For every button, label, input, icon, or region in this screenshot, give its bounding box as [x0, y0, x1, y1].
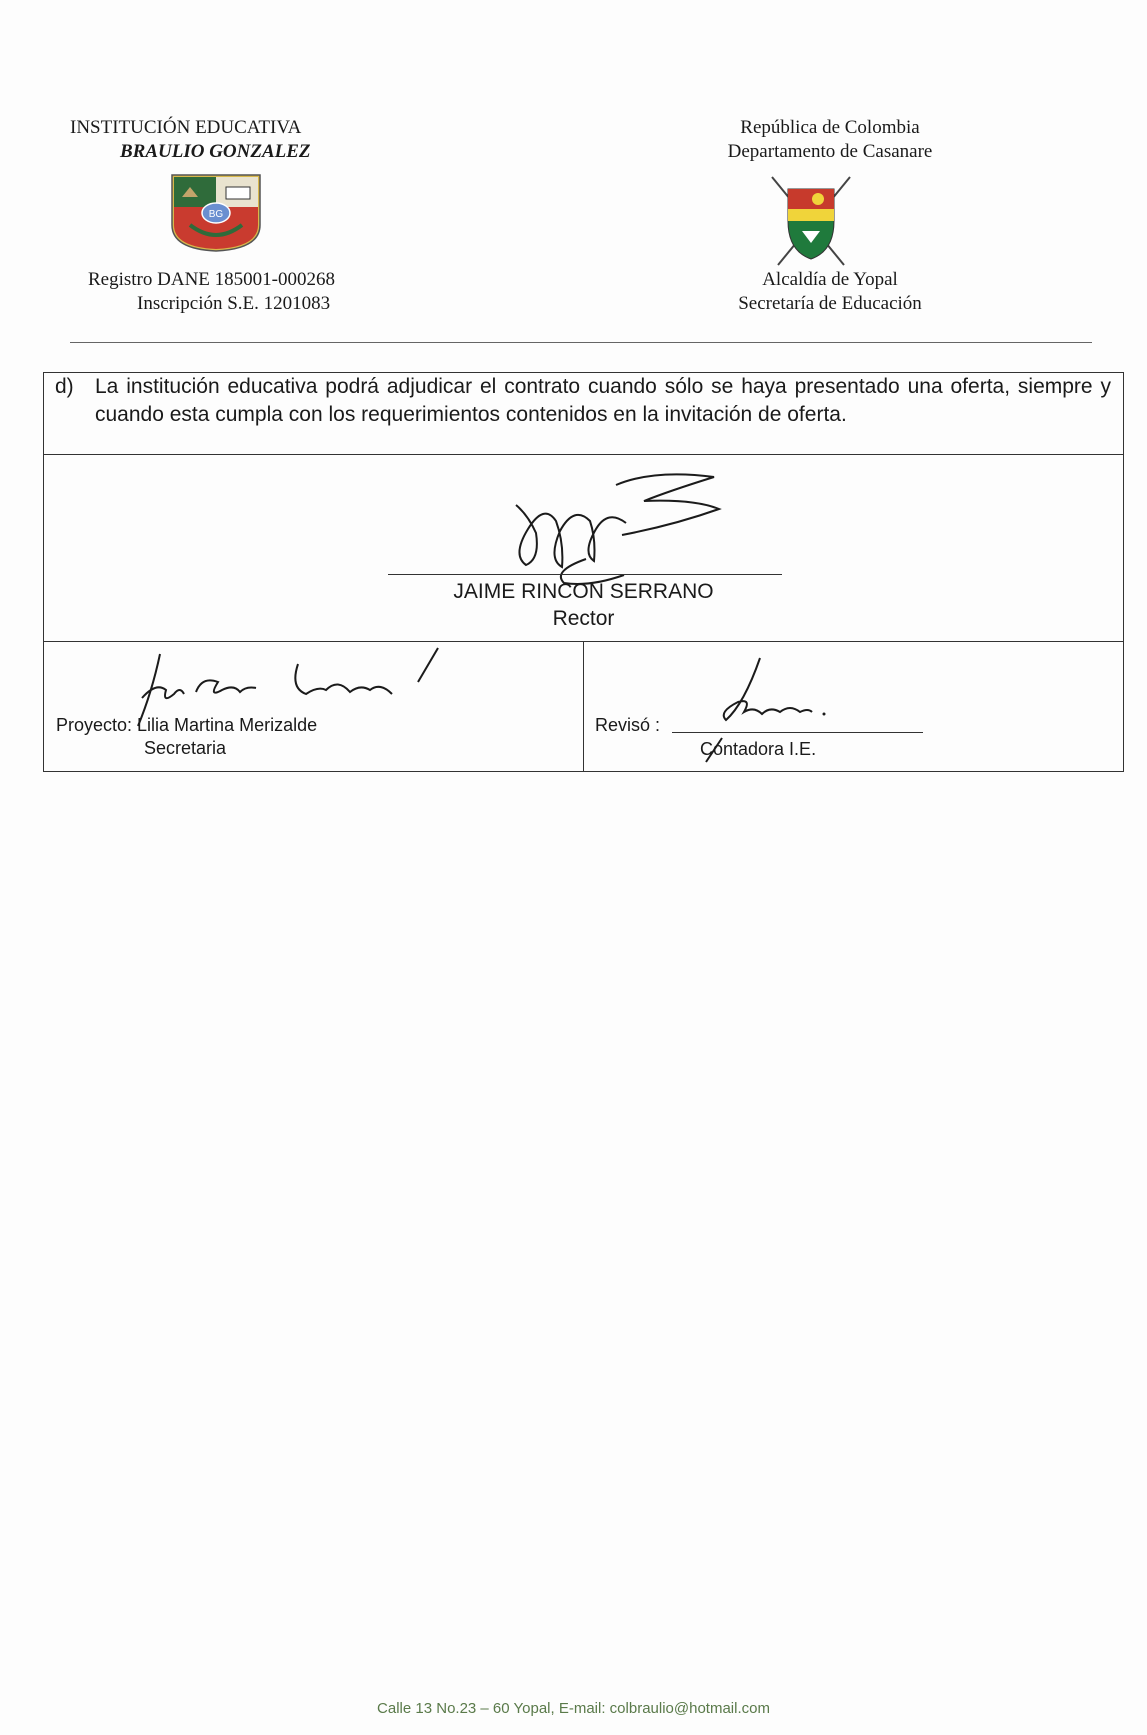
rector-role: Rector — [552, 607, 615, 630]
institution-name — [70, 116, 400, 164]
reviso-label: Revisó : — [595, 715, 661, 735]
government-header — [660, 116, 1000, 164]
clause-marker: d) — [55, 375, 74, 398]
proyecto-block — [56, 714, 317, 760]
clause-text: La institución educativa podrá adjudicar el contrato cuando sólo se haya presentado una oferta, siempre y cuando esta cumpla con los requerimientos contenidos en la invitación de oferta. — [95, 375, 1111, 426]
alcaldia-line: Alcaldía de Yopal — [762, 269, 898, 290]
reviso-role: Contadora I.E. — [700, 739, 817, 759]
yopal-coat-of-arms — [768, 175, 854, 272]
rector-signature-row — [44, 455, 1123, 642]
institution-line-2: BRAULIO GONZALEZ — [120, 141, 311, 162]
rector-signature — [504, 463, 804, 588]
reviso-signature-line — [672, 732, 923, 733]
footer-address: Calle 13 No.23 – 60 Yopal, E-mail: colbraulio@hotmail.com — [377, 1700, 770, 1717]
proyecto-role: Secretaria — [144, 738, 227, 758]
inscripcion-se: Inscripción S.E. 1201083 — [137, 293, 331, 314]
institution-registry — [88, 268, 408, 316]
secretaria-line: Secretaría de Educación — [738, 293, 922, 314]
header-divider — [70, 342, 1092, 343]
registro-dane: Registro DANE 185001-000268 — [88, 269, 335, 290]
rector-signature-line — [388, 574, 782, 575]
department-line: Departamento de Casanare — [727, 141, 933, 162]
government-office — [660, 268, 1000, 316]
rector-name: JAIME RINCON SERRANO — [453, 580, 714, 603]
clause-row — [44, 373, 1123, 455]
institution-line-1: INSTITUCIÓN EDUCATIVA — [70, 117, 302, 138]
republic-line: República de Colombia — [740, 117, 920, 138]
institution-logo — [170, 173, 262, 258]
signature-table — [43, 372, 1124, 772]
approvals-divider — [583, 642, 584, 771]
approvals-row — [44, 642, 1123, 771]
proyecto-label: Proyecto: Lilia Martina Merizalde — [56, 715, 318, 735]
logo-initials: BG — [208, 209, 224, 220]
